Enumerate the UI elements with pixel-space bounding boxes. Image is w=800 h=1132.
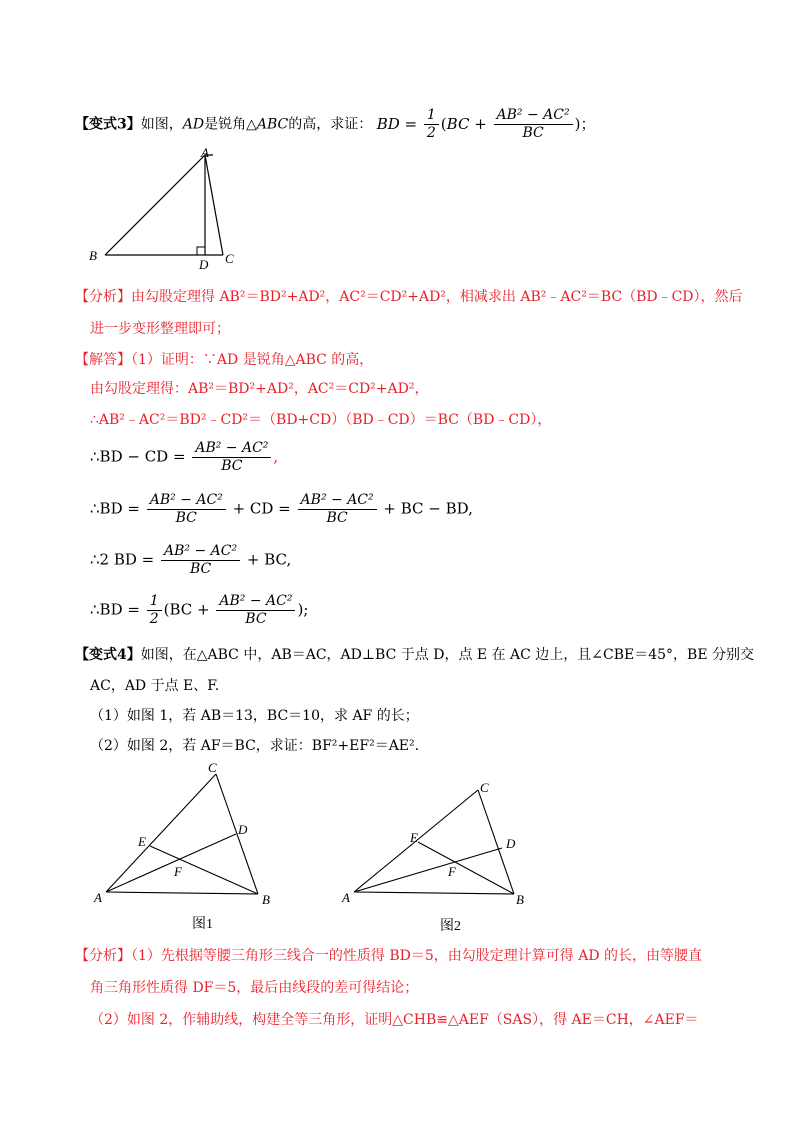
figure-triangle-abc — [85, 145, 245, 270]
numerator: AB² − AC² — [192, 440, 271, 458]
variant-tag: 【变式3】 — [75, 116, 141, 133]
variant-tag: 【变式4】 — [75, 647, 141, 663]
numerator: 1 — [147, 593, 162, 611]
solution-step-2 — [90, 492, 473, 527]
variant-4-line1 — [75, 645, 754, 665]
numerator: AB² − AC² — [494, 107, 573, 125]
solution-3-line2: 由勾股定理得：AB²＝BD²+AD²，AC²＝CD²+AD²， — [90, 381, 429, 397]
numerator: AB² − AC² — [147, 492, 226, 510]
denominator: 2 — [149, 611, 159, 627]
text: ); — [297, 600, 309, 619]
formula: BD = $\frac{1}{2}$ (BC + $\frac{\text{AB² − AC²}}{BC}$ )； — [376, 107, 596, 141]
text: （1）证明：∵AD 是锐角△ABC 的高， — [131, 352, 374, 368]
analysis-tag: 【分析】 — [75, 289, 131, 305]
label-E: E — [410, 830, 418, 845]
label-F: F — [174, 864, 182, 879]
label-B: B — [89, 248, 97, 263]
text: + BC, — [246, 550, 292, 569]
question-2: （2）如图 2，若 AF＝BC，求证：BF²+EF²＝AE². — [90, 738, 420, 754]
text: 是锐角 — [204, 116, 247, 133]
text: 由勾股定理得 AB²＝BD²+AD²，AC²＝CD²+AD²，相减求出 AB²﹣AC²＝BC（BD﹣CD），然后 — [131, 289, 743, 305]
denominator: 2 — [426, 125, 436, 141]
denominator: BC — [189, 561, 212, 577]
label-D: D — [506, 836, 516, 851]
fraction-half — [147, 593, 162, 628]
numerator: AB² − AC² — [298, 492, 377, 510]
label-F: F — [448, 864, 456, 879]
solution-3-line1 — [75, 350, 373, 370]
analysis-4-line2: 角三角形性质得 DF＝5，最后由线段的差可得结论； — [90, 980, 419, 996]
solution-tag: 【解答】 — [75, 352, 131, 368]
label-D: D — [238, 822, 248, 837]
numerator: AB² − AC² — [216, 593, 295, 611]
label-C: C — [208, 762, 217, 775]
label-A: A — [94, 890, 102, 905]
analysis-3-line1 — [75, 287, 743, 307]
figure-1 — [88, 762, 288, 937]
denominator: BC — [221, 458, 243, 474]
fraction — [494, 107, 573, 142]
analysis-4-line1 — [75, 946, 702, 966]
text: , — [273, 447, 279, 466]
numerator: AB² − AC² — [161, 543, 240, 561]
text: （1）先根据等腰三角形三线合一的性质得 BD＝5，由勾股定理计算可得 AD 的长，由等腰直 — [131, 948, 703, 964]
solution-step-3 — [90, 543, 291, 578]
text: ； — [580, 114, 596, 133]
variant-3-heading — [75, 107, 595, 142]
fraction — [192, 440, 271, 475]
text: 如图，在△ABC 中，AB＝AC，AD⊥BC 于点 D，点 E 在 AC 边上，且∠CBE＝45°，BE 分别交 — [140, 647, 755, 663]
text: ∴2 BD = — [90, 550, 155, 569]
fraction — [147, 492, 226, 527]
numerator: 1 — [424, 107, 439, 125]
text: BD — [376, 114, 400, 133]
fraction — [298, 492, 377, 527]
analysis-tag: 【分析】 — [75, 948, 131, 964]
label-B: B — [262, 892, 270, 907]
denominator: BC — [326, 510, 348, 526]
label-C: C — [225, 251, 234, 266]
text: △ABC — [246, 116, 289, 133]
analysis-3-line2: 进一步变形整理即可； — [90, 321, 230, 337]
fraction-half — [424, 107, 439, 142]
fraction — [216, 593, 295, 628]
text: 的高，求证： — [288, 116, 373, 133]
denominator: BC — [522, 125, 544, 141]
solution-step-4 — [90, 593, 308, 628]
label-A: A — [342, 890, 350, 905]
solution-3-line3: ∴AB²﹣AC²＝BD²﹣CD²＝（BD+CD）（BD﹣CD）＝BC（BD﹣CD）， — [90, 412, 552, 428]
label-E: E — [138, 834, 146, 849]
label-B: B — [516, 892, 524, 907]
figure-2 — [340, 770, 540, 940]
denominator: BC — [175, 510, 197, 526]
solution-step-1 — [90, 440, 278, 475]
text: BC — [446, 114, 470, 133]
text: + BC − BD, — [383, 499, 473, 518]
text: ∴BD = — [90, 499, 140, 518]
text: ∴BD − CD = — [90, 447, 186, 466]
label-D: D — [199, 257, 209, 270]
label-C: C — [480, 780, 489, 795]
text: AD — [182, 116, 205, 133]
text: ∴BD = — [90, 600, 140, 619]
text: 如图， — [140, 116, 183, 133]
label-A: A — [201, 145, 209, 160]
text: (BC + — [163, 600, 210, 619]
figure-caption: 图1 — [192, 917, 213, 932]
variant-4-line2: AC，AD 于点 E、F. — [90, 678, 220, 694]
analysis-4-line3: （2）如图 2，作辅助线，构建全等三角形，证明△CHB≌△AEF（SAS），得 AE＝CH，∠AEF＝ — [90, 1012, 699, 1028]
fraction — [161, 543, 240, 578]
question-1: （1）如图 1，若 AB＝13，BC＝10，求 AF 的长； — [90, 708, 419, 724]
text: + CD = — [232, 499, 291, 518]
denominator: BC — [245, 611, 267, 627]
figure-caption: 图2 — [440, 919, 461, 934]
